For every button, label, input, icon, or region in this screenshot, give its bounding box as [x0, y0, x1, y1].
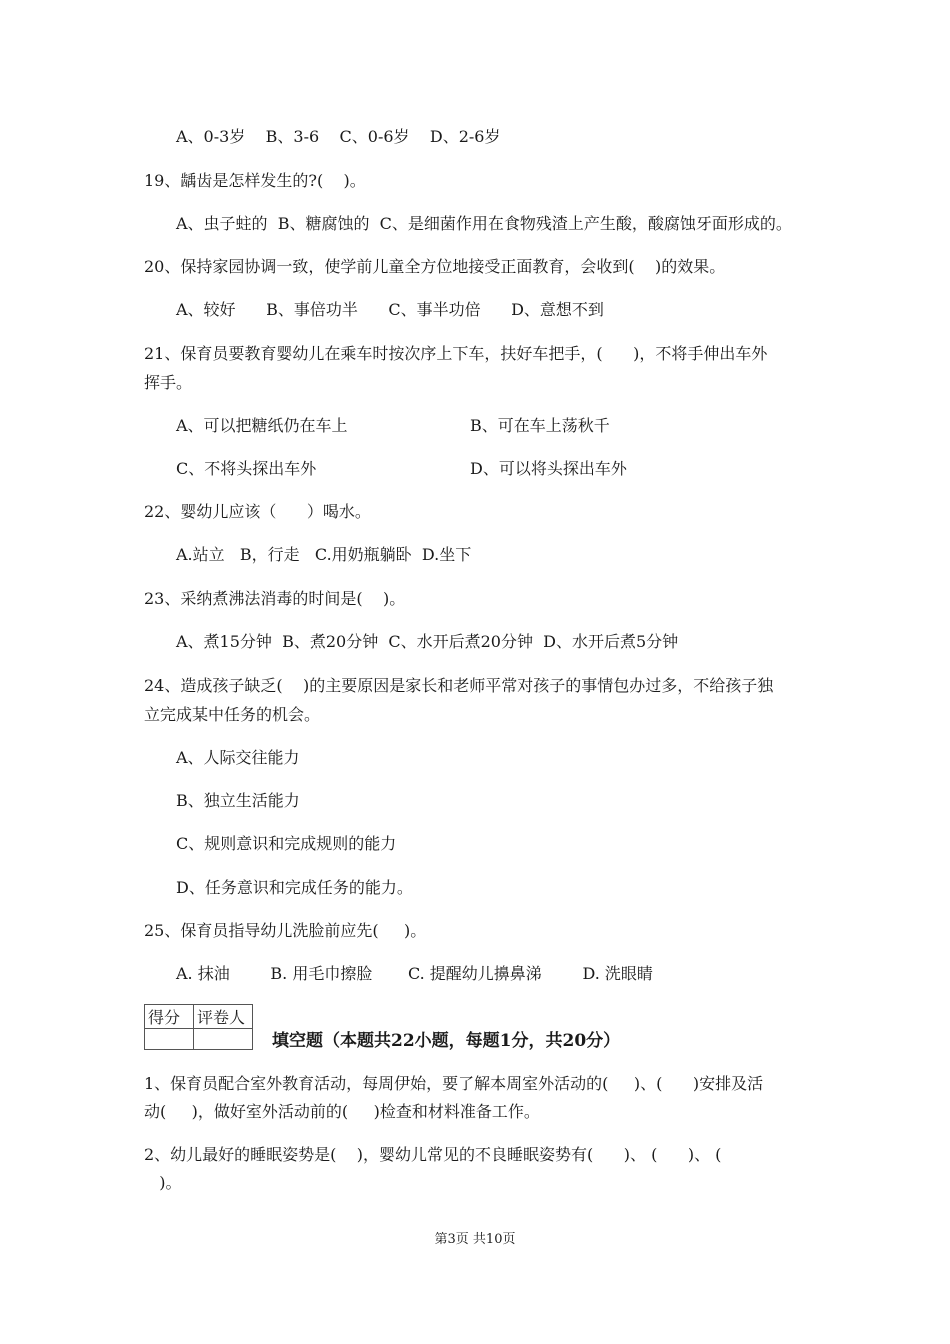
q20-question: 20、保持家园协调一致，使学前儿童全方位地接受正面教育，会收到( )的效果。 — [144, 257, 726, 276]
page-footer: 第3页 共10页 — [434, 1232, 516, 1247]
q21-option-a: A、可以把糖纸仍在车上 — [176, 416, 348, 435]
q18-options: A、0-3岁 B、3-6 C、0-6岁 D、2-6岁 — [176, 127, 501, 146]
q23-question: 23、采纳煮沸法消毒的时间是( )。 — [144, 589, 406, 608]
q21-question-line1: 21、保育员要教育婴幼儿在乘车时按次序上下车，扶好车把手，( )，不将手伸出车外 — [144, 344, 768, 363]
q25-question: 25、保育员指导幼儿洗脸前应先( )。 — [144, 921, 427, 940]
q19-options: A、虫子蛀的 B、糖腐蚀的 C、是细菌作用在食物残渣上产生酸，酸腐蚀牙面形成的。 — [176, 214, 792, 233]
q24-option-b: B、独立生活能力 — [176, 791, 300, 810]
section-title: 填空题（本题共22小题，每题1分，共20分） — [272, 1031, 621, 1051]
q21-option-c: C、不将头探出车外 — [176, 459, 317, 478]
q22-options: A.站立 B，行走 C.用奶瓶躺卧 D.坐下 — [176, 545, 472, 564]
q21-option-b: B、可在车上荡秋千 — [470, 416, 610, 435]
fill-q2-line2: )。 — [144, 1173, 182, 1192]
q19-question: 19、龋齿是怎样发生的?( )。 — [144, 171, 366, 190]
q24-option-a: A、人际交往能力 — [176, 748, 300, 767]
q24-question-line2: 立完成某中任务的机会。 — [144, 705, 321, 724]
q22-question: 22、婴幼儿应该（ ）喝水。 — [144, 502, 371, 521]
q23-options: A、煮15分钟 B、煮20分钟 C、水开后煮20分钟 D、水开后煮5分钟 — [176, 632, 679, 651]
grader-label: 评卷人 — [194, 1005, 253, 1029]
score-table — [144, 1004, 253, 1050]
q24-option-c: C、规则意识和完成规则的能力 — [176, 834, 397, 853]
q24-question-line1: 24、造成孩子缺乏( )的主要原因是家长和老师平常对孩子的事情包办过多，不给孩子独 — [144, 676, 774, 695]
q20-options: A、较好 B、事倍功半 C、事半功倍 D、意想不到 — [176, 300, 604, 319]
fill-q2-line1: 2、幼儿最好的睡眠姿势是( )，婴幼儿常见的不良睡眠姿势有( )、 ( )、 ( — [144, 1145, 722, 1164]
q21-question-line2: 挥手。 — [144, 373, 193, 392]
score-cell — [145, 1029, 194, 1050]
q21-option-d: D、可以将头探出车外 — [470, 459, 627, 478]
fill-q1-line2: 动( )，做好室外活动前的( )检查和材料准备工作。 — [144, 1102, 540, 1121]
q24-option-d: D、任务意识和完成任务的能力。 — [176, 878, 413, 897]
score-label: 得分 — [145, 1005, 194, 1029]
fill-q1-line1: 1、保育员配合室外教育活动，每周伊始，要了解本周室外活动的( )、( )安排及活 — [144, 1074, 764, 1093]
q25-options: A. 抹油 B. 用毛巾擦脸 C. 提醒幼儿擤鼻涕 D. 洗眼睛 — [176, 964, 653, 983]
grader-cell — [194, 1029, 253, 1050]
